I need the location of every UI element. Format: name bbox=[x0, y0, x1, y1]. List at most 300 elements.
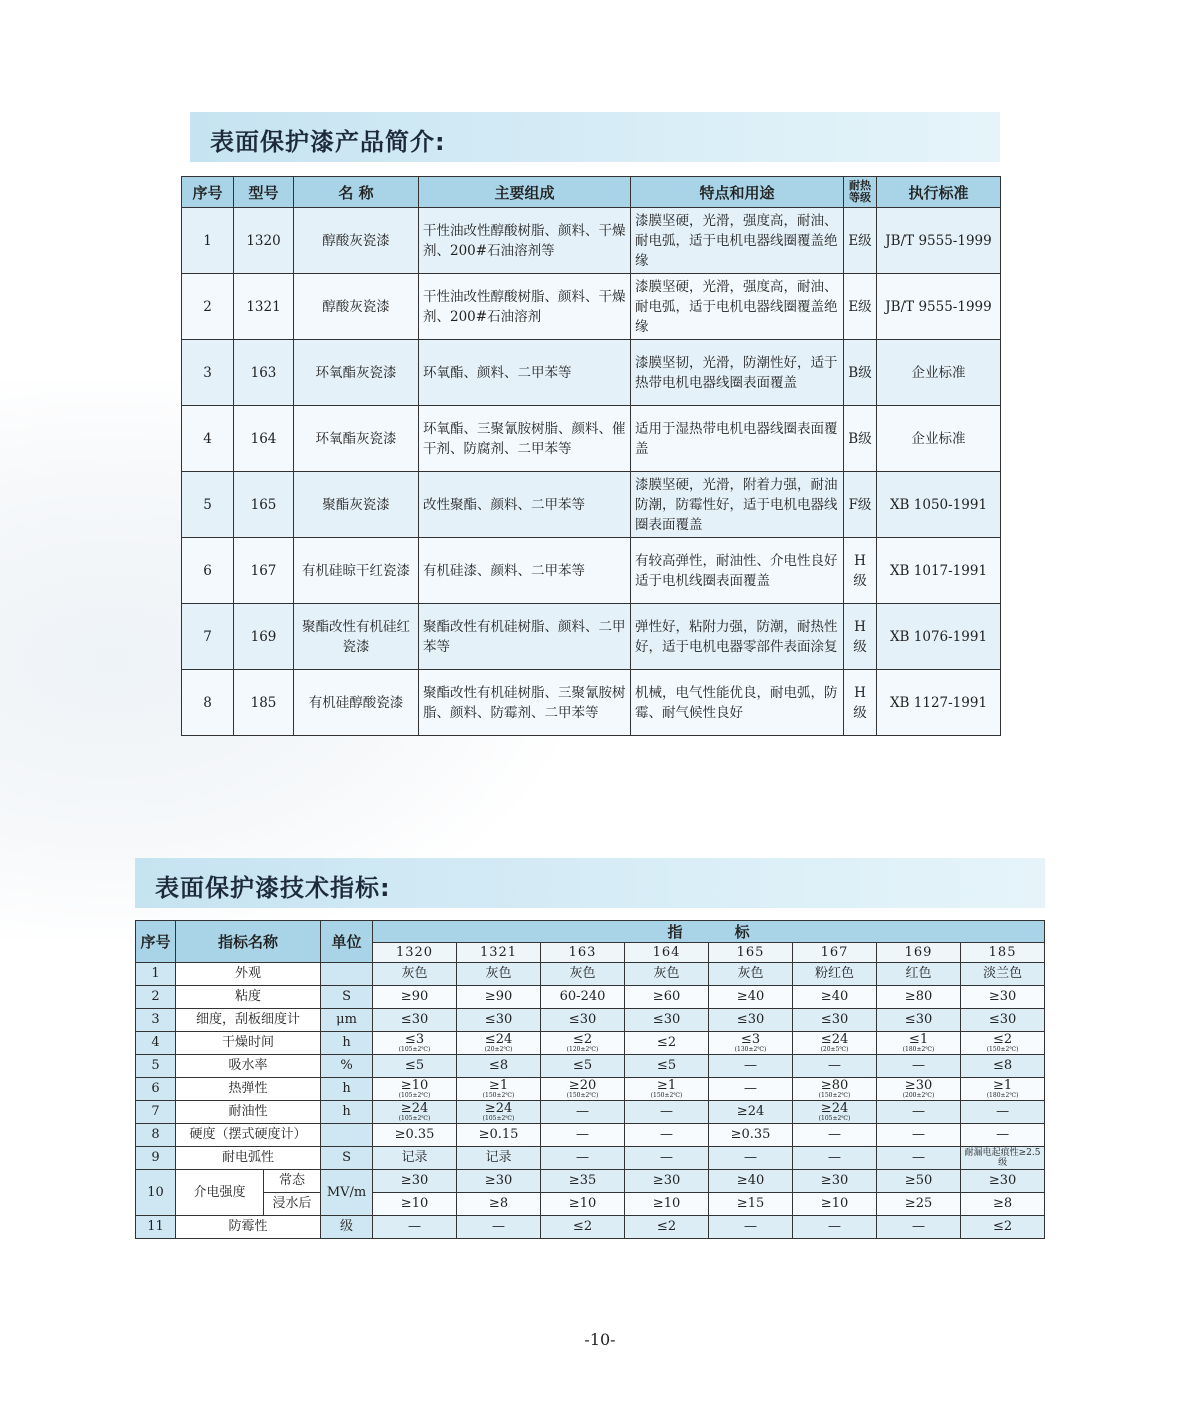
row-unit: MV/m bbox=[321, 1170, 373, 1216]
table-cell: 5 bbox=[182, 472, 234, 538]
value: ≤24 bbox=[484, 1032, 513, 1047]
value: ≥40 bbox=[820, 989, 849, 1004]
value-cell bbox=[793, 963, 877, 986]
value: ≤1 bbox=[908, 1032, 929, 1047]
value: ≥0.35 bbox=[730, 1127, 771, 1142]
value-cell bbox=[793, 1124, 877, 1147]
value-cell bbox=[457, 1055, 541, 1078]
value-cell bbox=[709, 1124, 793, 1147]
value-cell bbox=[961, 1055, 1045, 1078]
row-name: 介电强度 bbox=[176, 1170, 264, 1216]
table-cell: 1320 bbox=[234, 208, 294, 274]
value-cell bbox=[625, 1078, 709, 1101]
value: ≤30 bbox=[568, 1012, 597, 1027]
condition-note: (150±2℃) bbox=[566, 1092, 599, 1099]
table-cell: 163 bbox=[234, 340, 294, 406]
value-cell: ≥8 bbox=[457, 1193, 541, 1216]
row-unit: % bbox=[321, 1055, 373, 1078]
value: ≥1 bbox=[488, 1078, 509, 1093]
table-cell: E级 bbox=[844, 208, 877, 274]
value-cell bbox=[961, 1101, 1045, 1124]
value: — bbox=[744, 1081, 758, 1096]
value-cell bbox=[373, 1078, 457, 1101]
technical-spec-table bbox=[135, 920, 1045, 1239]
header-unit: 单位 bbox=[321, 921, 373, 963]
value: 灰色 bbox=[401, 966, 428, 981]
value: — bbox=[660, 1104, 674, 1119]
condition-note: (105±2℃) bbox=[398, 1115, 431, 1122]
product-intro-table bbox=[181, 176, 1001, 736]
value-cell: ≥30 bbox=[373, 1170, 457, 1193]
value-cell: ≥30 bbox=[625, 1170, 709, 1193]
value-cell: ≥30 bbox=[961, 1170, 1045, 1193]
value-cell: ≥8 bbox=[961, 1193, 1045, 1216]
value-cell bbox=[709, 1009, 793, 1032]
value: — bbox=[576, 1150, 590, 1165]
value-cell: ≤2 bbox=[625, 1216, 709, 1239]
table-cell: 4 bbox=[182, 406, 234, 472]
value-cell bbox=[541, 1032, 625, 1055]
value: ≥90 bbox=[484, 989, 513, 1004]
table-row bbox=[136, 963, 1045, 986]
value: ≥40 bbox=[736, 989, 765, 1004]
value-cell: ≥10 bbox=[625, 1193, 709, 1216]
condition-note: (105±2℃) bbox=[398, 1092, 431, 1099]
condition-note: (120±2℃) bbox=[566, 1046, 599, 1053]
table-cell: 干性油改性醇酸树脂、颜料、干燥剂、200#石油溶剂 bbox=[419, 274, 631, 340]
value: ≥24 bbox=[484, 1101, 513, 1116]
row-unit: h bbox=[321, 1032, 373, 1055]
value: ≥0.35 bbox=[394, 1127, 435, 1142]
value-cell bbox=[541, 1101, 625, 1124]
table-cell: XB 1050-1991 bbox=[877, 472, 1001, 538]
section2-title-band bbox=[135, 858, 1045, 908]
table-row bbox=[182, 604, 1001, 670]
value-cell bbox=[877, 1101, 961, 1124]
value: ≥60 bbox=[652, 989, 681, 1004]
value-cell bbox=[709, 963, 793, 986]
value-cell bbox=[877, 963, 961, 986]
value-cell bbox=[373, 1101, 457, 1124]
value: 粉红色 bbox=[815, 966, 855, 981]
value-cell bbox=[457, 1124, 541, 1147]
value-cell bbox=[877, 986, 961, 1009]
value-cell bbox=[457, 1078, 541, 1101]
column-header: 特点和用途 bbox=[631, 177, 844, 208]
condition-note: (180±2℃) bbox=[986, 1092, 1019, 1099]
value-cell bbox=[961, 963, 1045, 986]
row-no: 6 bbox=[136, 1078, 176, 1101]
value: — bbox=[828, 1058, 842, 1073]
value: ≤5 bbox=[656, 1058, 677, 1073]
row-no: 7 bbox=[136, 1101, 176, 1124]
condition-note: (130±2℃) bbox=[734, 1046, 767, 1053]
table-cell: XB 1076-1991 bbox=[877, 604, 1001, 670]
table-row bbox=[136, 1193, 1045, 1216]
column-header: 执行标准 bbox=[877, 177, 1001, 208]
value-cell bbox=[793, 1101, 877, 1124]
value: ≤30 bbox=[484, 1012, 513, 1027]
condition-note: (150±2℃) bbox=[650, 1092, 683, 1099]
value-cell bbox=[709, 1101, 793, 1124]
value: ≤8 bbox=[992, 1058, 1013, 1073]
row-name: 吸水率 bbox=[176, 1055, 321, 1078]
row-no: 4 bbox=[136, 1032, 176, 1055]
table-cell: 聚酯改性有机硅树脂、三聚氰胺树脂、颜料、防霉剂、二甲苯等 bbox=[419, 670, 631, 736]
table-row bbox=[182, 472, 1001, 538]
value: ≤5 bbox=[572, 1058, 593, 1073]
value: ≤30 bbox=[652, 1012, 681, 1027]
value: ≤8 bbox=[488, 1058, 509, 1073]
value-cell: ≤2 bbox=[541, 1216, 625, 1239]
value: ≥80 bbox=[904, 989, 933, 1004]
table-cell: 企业标准 bbox=[877, 340, 1001, 406]
row-unit: μm bbox=[321, 1009, 373, 1032]
table-cell: 漆膜坚硬，光滑，强度高，耐油、耐电弧，适于电机电器线圈覆盖绝缘 bbox=[631, 274, 844, 340]
row-unit: S bbox=[321, 986, 373, 1009]
row-no: 2 bbox=[136, 986, 176, 1009]
condition-note: (150±2℃) bbox=[482, 1092, 515, 1099]
value-cell bbox=[457, 1032, 541, 1055]
table-row bbox=[182, 406, 1001, 472]
header-index: 指 标 bbox=[373, 921, 1045, 943]
value: 灰色 bbox=[485, 966, 512, 981]
table-cell: 聚酯改性有机硅树脂、颜料、二甲苯等 bbox=[419, 604, 631, 670]
row-name: 细度，刮板细度计 bbox=[176, 1009, 321, 1032]
value-cell bbox=[541, 1009, 625, 1032]
value-cell bbox=[793, 1147, 877, 1170]
value-cell bbox=[709, 1078, 793, 1101]
value-cell: ≥10 bbox=[541, 1193, 625, 1216]
value-cell bbox=[457, 1147, 541, 1170]
table-cell: 167 bbox=[234, 538, 294, 604]
value-cell bbox=[373, 986, 457, 1009]
value: 记录 bbox=[401, 1150, 428, 1165]
row-name: 外观 bbox=[176, 963, 321, 986]
value: ≥0.15 bbox=[478, 1127, 519, 1142]
value-cell bbox=[373, 1009, 457, 1032]
table-cell: 3 bbox=[182, 340, 234, 406]
value-cell bbox=[541, 1055, 625, 1078]
table-cell: 弹性好，粘附力强，防潮，耐热性好，适于电机电器零部件表面涂复 bbox=[631, 604, 844, 670]
value: — bbox=[912, 1104, 926, 1119]
column-header: 主要组成 bbox=[419, 177, 631, 208]
table-cell: 169 bbox=[234, 604, 294, 670]
table-cell: 改性聚酯、颜料、二甲苯等 bbox=[419, 472, 631, 538]
value-cell bbox=[961, 1009, 1045, 1032]
section1-title-band bbox=[190, 112, 1000, 162]
header-no: 序号 bbox=[136, 921, 176, 963]
table-cell: 漆膜坚韧，光滑，防潮性好，适于热带电机电器线圈表面覆盖 bbox=[631, 340, 844, 406]
table-cell: H级 bbox=[844, 604, 877, 670]
value: ≥1 bbox=[992, 1078, 1013, 1093]
value-cell bbox=[877, 1032, 961, 1055]
table-cell: 有机硅漆、颜料、二甲苯等 bbox=[419, 538, 631, 604]
row-no: 10 bbox=[136, 1170, 176, 1216]
value: ≤30 bbox=[736, 1012, 765, 1027]
row-name: 干燥时间 bbox=[176, 1032, 321, 1055]
column-header: 耐热等级 bbox=[844, 177, 877, 208]
table-row bbox=[136, 1147, 1045, 1170]
value-cell: — bbox=[793, 1216, 877, 1239]
condition-note: (150±2℃) bbox=[818, 1092, 851, 1099]
value: ≥90 bbox=[400, 989, 429, 1004]
value: ≤24 bbox=[820, 1032, 849, 1047]
table-cell: 165 bbox=[234, 472, 294, 538]
table-row bbox=[136, 1032, 1045, 1055]
value-cell: — bbox=[373, 1216, 457, 1239]
value-cell bbox=[877, 1124, 961, 1147]
value-cell: ≥10 bbox=[793, 1193, 877, 1216]
value-cell: — bbox=[709, 1216, 793, 1239]
value: ≥30 bbox=[904, 1078, 933, 1093]
table-cell: 漆膜坚硬，光滑，附着力强，耐油防潮，防霉性好，适于电机电器线圈表面覆盖 bbox=[631, 472, 844, 538]
table-row bbox=[182, 208, 1001, 274]
table-cell: 1 bbox=[182, 208, 234, 274]
section2-title: 表面保护漆技术指标: bbox=[155, 874, 391, 902]
row-no: 8 bbox=[136, 1124, 176, 1147]
table-row bbox=[182, 538, 1001, 604]
value: — bbox=[660, 1127, 674, 1142]
value-cell bbox=[793, 1009, 877, 1032]
value-cell bbox=[877, 1055, 961, 1078]
row-name: 耐电弧性 bbox=[176, 1147, 321, 1170]
table-row bbox=[136, 1170, 1045, 1193]
value: 记录 bbox=[485, 1150, 512, 1165]
row-unit: 级 bbox=[321, 1216, 373, 1239]
table-row bbox=[136, 986, 1045, 1009]
value-cell bbox=[709, 986, 793, 1009]
value-cell bbox=[625, 1147, 709, 1170]
value-cell bbox=[961, 1078, 1045, 1101]
value-cell bbox=[625, 1124, 709, 1147]
page-number: -10- bbox=[584, 1330, 616, 1349]
value-cell bbox=[541, 1078, 625, 1101]
row-unit bbox=[321, 1124, 373, 1147]
value: — bbox=[744, 1150, 758, 1165]
model-header: 167 bbox=[793, 943, 877, 963]
table-cell: 7 bbox=[182, 604, 234, 670]
value: ≤2 bbox=[656, 1035, 677, 1050]
value-cell: ≥40 bbox=[709, 1170, 793, 1193]
value-cell: ≥35 bbox=[541, 1170, 625, 1193]
value-cell bbox=[709, 1055, 793, 1078]
table-cell: 8 bbox=[182, 670, 234, 736]
sub-row-name: 浸水后 bbox=[264, 1193, 321, 1216]
value-cell bbox=[457, 1009, 541, 1032]
value: — bbox=[576, 1104, 590, 1119]
value-cell bbox=[625, 986, 709, 1009]
row-no: 9 bbox=[136, 1147, 176, 1170]
value: ≥20 bbox=[568, 1078, 597, 1093]
table-cell: 醇酸灰瓷漆 bbox=[294, 208, 419, 274]
header-name: 指标名称 bbox=[176, 921, 321, 963]
value: ≤5 bbox=[404, 1058, 425, 1073]
table-cell: 企业标准 bbox=[877, 406, 1001, 472]
value: — bbox=[660, 1150, 674, 1165]
row-unit bbox=[321, 963, 373, 986]
value: 灰色 bbox=[569, 966, 596, 981]
value-cell: ≥30 bbox=[793, 1170, 877, 1193]
row-name: 粘度 bbox=[176, 986, 321, 1009]
value: ≥24 bbox=[736, 1104, 765, 1119]
value-cell: — bbox=[877, 1216, 961, 1239]
value-cell bbox=[793, 1032, 877, 1055]
value-cell bbox=[961, 1032, 1045, 1055]
model-header: 164 bbox=[625, 943, 709, 963]
model-header: 1320 bbox=[373, 943, 457, 963]
table-cell: 185 bbox=[234, 670, 294, 736]
table-cell: 环氧酯灰瓷漆 bbox=[294, 406, 419, 472]
row-no: 11 bbox=[136, 1216, 176, 1239]
row-no: 5 bbox=[136, 1055, 176, 1078]
table-row bbox=[182, 274, 1001, 340]
value-cell bbox=[961, 1147, 1045, 1170]
column-header: 型号 bbox=[234, 177, 294, 208]
value: 灰色 bbox=[653, 966, 680, 981]
table-cell: XB 1127-1991 bbox=[877, 670, 1001, 736]
value: ≤30 bbox=[904, 1012, 933, 1027]
row-unit: h bbox=[321, 1101, 373, 1124]
table-cell: H级 bbox=[844, 538, 877, 604]
value-cell: ≥50 bbox=[877, 1170, 961, 1193]
table-cell: 环氧酯、三聚氰胺树脂、颜料、催干剂、防腐剂、二甲苯等 bbox=[419, 406, 631, 472]
value-cell bbox=[373, 1124, 457, 1147]
value: ≥24 bbox=[400, 1101, 429, 1116]
condition-note: (180±2℃) bbox=[902, 1046, 935, 1053]
condition-note: (105±2℃) bbox=[398, 1046, 431, 1053]
value-cell bbox=[793, 986, 877, 1009]
value-cell: ≥30 bbox=[457, 1170, 541, 1193]
table-row bbox=[182, 670, 1001, 736]
value-cell bbox=[625, 1101, 709, 1124]
row-no: 1 bbox=[136, 963, 176, 986]
table-cell: JB/T 9555-1999 bbox=[877, 274, 1001, 340]
table-cell: F级 bbox=[844, 472, 877, 538]
table-row bbox=[182, 340, 1001, 406]
table-cell: 漆膜坚硬，光滑，强度高，耐油、耐电弧，适于电机电器线圈覆盖绝缘 bbox=[631, 208, 844, 274]
row-unit: h bbox=[321, 1078, 373, 1101]
row-name: 硬度（摆式硬度计） bbox=[176, 1124, 321, 1147]
value-cell bbox=[625, 963, 709, 986]
value: — bbox=[576, 1127, 590, 1142]
table-cell: 适用于湿热带电机电器线圈表面覆盖 bbox=[631, 406, 844, 472]
value-cell bbox=[457, 1101, 541, 1124]
table-cell: 聚酯改性有机硅红瓷漆 bbox=[294, 604, 419, 670]
value-cell bbox=[457, 986, 541, 1009]
value: ≥10 bbox=[400, 1078, 429, 1093]
value: — bbox=[912, 1127, 926, 1142]
value-cell bbox=[793, 1078, 877, 1101]
value-cell bbox=[541, 1124, 625, 1147]
row-name: 耐油性 bbox=[176, 1101, 321, 1124]
value-cell bbox=[373, 1055, 457, 1078]
table-row bbox=[136, 1055, 1045, 1078]
table-cell: 6 bbox=[182, 538, 234, 604]
value-cell bbox=[877, 1009, 961, 1032]
value: ≤3 bbox=[740, 1032, 761, 1047]
value: ≥30 bbox=[988, 989, 1017, 1004]
table-cell: 有机硅醇酸瓷漆 bbox=[294, 670, 419, 736]
value: — bbox=[828, 1150, 842, 1165]
value-cell bbox=[625, 1032, 709, 1055]
model-header: 185 bbox=[961, 943, 1045, 963]
value: ≤3 bbox=[404, 1032, 425, 1047]
value: 淡兰色 bbox=[983, 966, 1023, 981]
table-cell: 聚酯灰瓷漆 bbox=[294, 472, 419, 538]
value-cell: ≥10 bbox=[373, 1193, 457, 1216]
value-cell: ≥25 bbox=[877, 1193, 961, 1216]
value-cell bbox=[709, 1147, 793, 1170]
value: 60-240 bbox=[559, 989, 606, 1004]
row-name: 热弹性 bbox=[176, 1078, 321, 1101]
value: — bbox=[996, 1127, 1010, 1142]
value-cell bbox=[373, 1147, 457, 1170]
table-cell: 环氧酯、颜料、二甲苯等 bbox=[419, 340, 631, 406]
model-header: 165 bbox=[709, 943, 793, 963]
table-row bbox=[136, 1101, 1045, 1124]
value: 灰色 bbox=[737, 966, 764, 981]
row-unit: S bbox=[321, 1147, 373, 1170]
table-row bbox=[136, 1078, 1045, 1101]
column-header: 序号 bbox=[182, 177, 234, 208]
value: — bbox=[828, 1127, 842, 1142]
sub-row-name: 常态 bbox=[264, 1170, 321, 1193]
table-cell: 1321 bbox=[234, 274, 294, 340]
table-cell: B级 bbox=[844, 406, 877, 472]
value: ≤30 bbox=[820, 1012, 849, 1027]
table-cell: XB 1017-1991 bbox=[877, 538, 1001, 604]
table-cell: 干性油改性醇酸树脂、颜料、干燥剂、200#石油溶剂等 bbox=[419, 208, 631, 274]
value-cell bbox=[961, 986, 1045, 1009]
condition-note: (20±2℃) bbox=[484, 1046, 513, 1053]
table-cell: 有较高弹性，耐油性、介电性良好适于电机线圈表面覆盖 bbox=[631, 538, 844, 604]
model-header: 1321 bbox=[457, 943, 541, 963]
condition-note: (200±2℃) bbox=[902, 1092, 935, 1099]
value: — bbox=[912, 1150, 926, 1165]
value-cell: ≤2 bbox=[961, 1216, 1045, 1239]
value-cell bbox=[793, 1055, 877, 1078]
value: ≤2 bbox=[992, 1032, 1013, 1047]
value-cell bbox=[541, 963, 625, 986]
value-cell bbox=[709, 1032, 793, 1055]
value-cell bbox=[625, 1055, 709, 1078]
value-cell bbox=[961, 1124, 1045, 1147]
table-cell: 环氧酯灰瓷漆 bbox=[294, 340, 419, 406]
table-row bbox=[136, 1124, 1045, 1147]
value-cell bbox=[877, 1147, 961, 1170]
table-cell: 有机硅晾干红瓷漆 bbox=[294, 538, 419, 604]
value: 红色 bbox=[905, 966, 932, 981]
value: — bbox=[912, 1058, 926, 1073]
column-header: 名 称 bbox=[294, 177, 419, 208]
table-row bbox=[136, 1009, 1045, 1032]
value-cell bbox=[541, 986, 625, 1009]
value-cell: ≥15 bbox=[709, 1193, 793, 1216]
value-cell bbox=[373, 963, 457, 986]
value-cell bbox=[457, 963, 541, 986]
value: ≥24 bbox=[820, 1101, 849, 1116]
table-cell: 2 bbox=[182, 274, 234, 340]
value: 耐漏电起痕性≥2.5级 bbox=[964, 1148, 1041, 1168]
value: ≤2 bbox=[572, 1032, 593, 1047]
value: ≤30 bbox=[988, 1012, 1017, 1027]
model-header: 169 bbox=[877, 943, 961, 963]
value-cell bbox=[373, 1032, 457, 1055]
row-name: 防霉性 bbox=[176, 1216, 321, 1239]
table-cell: B级 bbox=[844, 340, 877, 406]
condition-note: (20±5℃) bbox=[820, 1046, 849, 1053]
